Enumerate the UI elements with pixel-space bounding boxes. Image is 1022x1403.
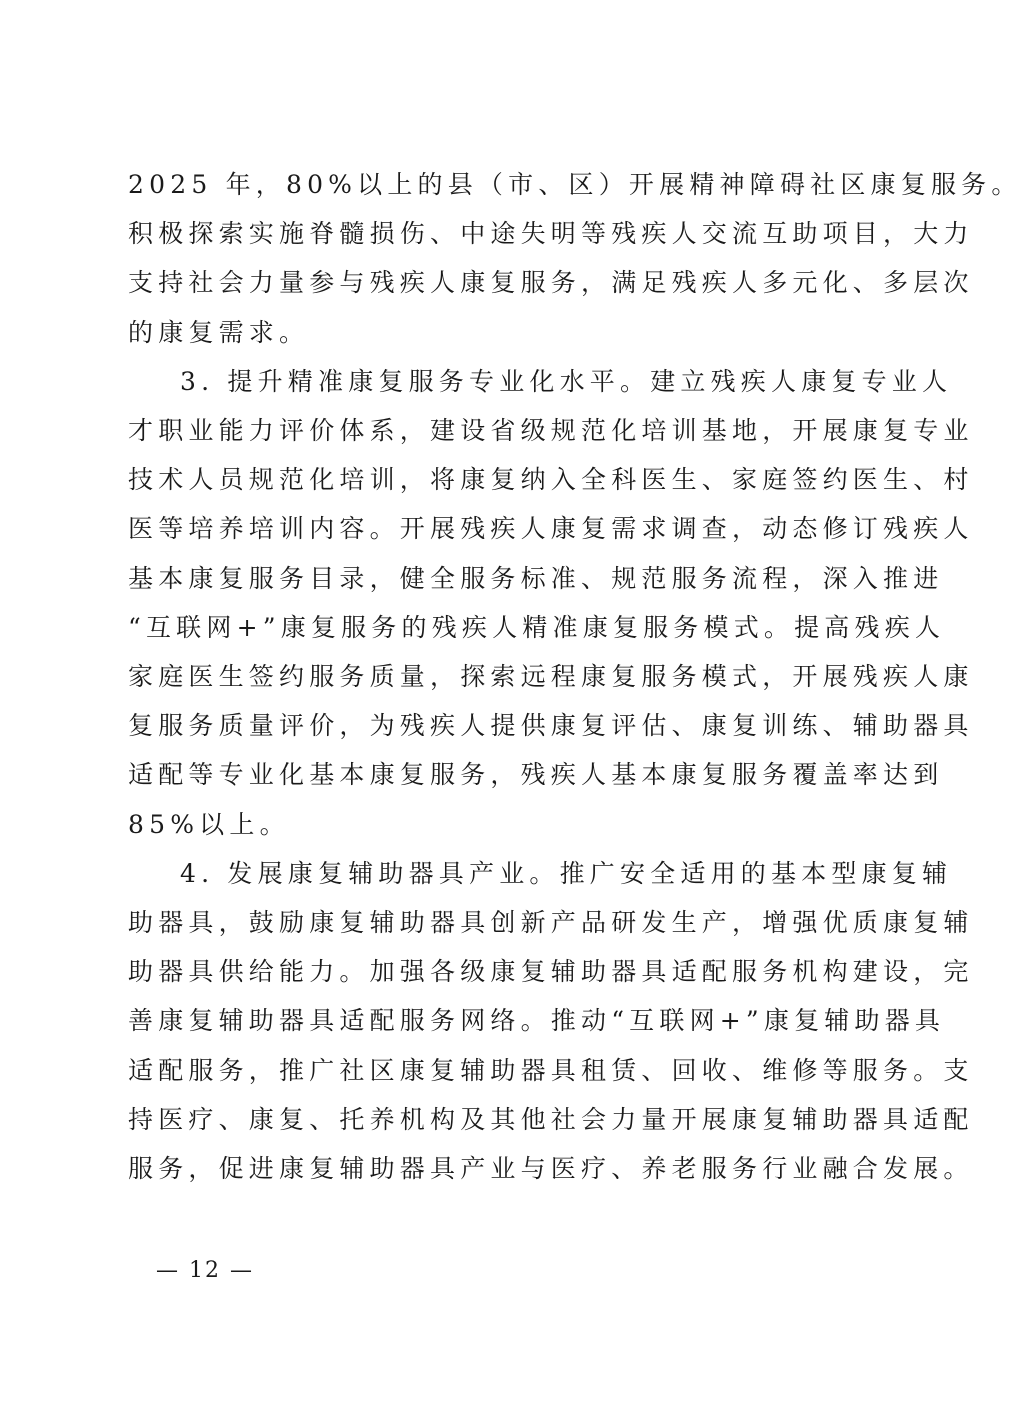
- body-text: [128, 160, 1022, 1193]
- text-line: “互联网+”康复服务的残疾人精准康复服务模式。提高残疾人: [128, 612, 946, 642]
- text-line: 基本康复服务目录，健全服务标准、规范服务流程，深入推进: [128, 563, 944, 593]
- text-line: 助器具，鼓励康复辅助器具创新产品研发生产，增强优质康复辅: [128, 908, 974, 938]
- paragraph-1: [128, 160, 1022, 357]
- text-line: 家庭医生签约服务质量，探索远程康复服务模式，开展残疾人康: [128, 662, 974, 692]
- text-line: 适配等专业化基本康复服务，残疾人基本康复服务覆盖率达到: [128, 760, 944, 790]
- text-line: 积极探索实施脊髓损伤、中途失明等残疾人交流互助项目，大力: [128, 219, 974, 249]
- text-line: 持医疗、康复、托养机构及其他社会力量开展康复辅助器具适配: [128, 1104, 974, 1134]
- text-line: 复服务质量评价，为残疾人提供康复评估、康复训练、辅助器具: [128, 711, 974, 741]
- paragraph-2: [128, 357, 974, 849]
- text-line: 善康复辅助器具适配服务网络。推动“互联网+”康复辅助器具: [128, 1006, 946, 1036]
- text-line: 85%以上。: [128, 809, 290, 839]
- text-line: 助器具供给能力。加强各级康复辅助器具适配服务机构建设，完: [128, 957, 974, 987]
- text-line: 的康复需求。: [128, 317, 310, 347]
- text-line: 3. 提升精准康复服务专业化水平。建立残疾人康复专业人: [180, 366, 953, 396]
- text-line: 支持社会力量参与残疾人康复服务，满足残疾人多元化、多层次: [128, 268, 974, 298]
- text-line: 2025 年，80%以上的县（市、区）开展精神障碍社区康复服务。: [128, 170, 1022, 199]
- text-line: 适配服务，推广社区康复辅助器具租赁、回收、维修等服务。支: [128, 1055, 974, 1085]
- text-line: 医等培养培训内容。开展残疾人康复需求调查，动态修订残疾人: [128, 514, 974, 544]
- text-line: 4. 发展康复辅助器具产业。推广安全适用的基本型康复辅: [180, 858, 953, 888]
- text-line: 技术人员规范化培训，将康复纳入全科医生、家庭签约医生、村: [128, 465, 974, 495]
- page-number: — 12 —: [156, 1258, 254, 1283]
- text-line: 服务，促进康复辅助器具产业与医疗、养老服务行业融合发展。: [128, 1154, 974, 1184]
- text-line: 才职业能力评价体系，建设省级规范化培训基地，开展康复专业: [128, 416, 974, 446]
- paragraph-3: [128, 849, 974, 1193]
